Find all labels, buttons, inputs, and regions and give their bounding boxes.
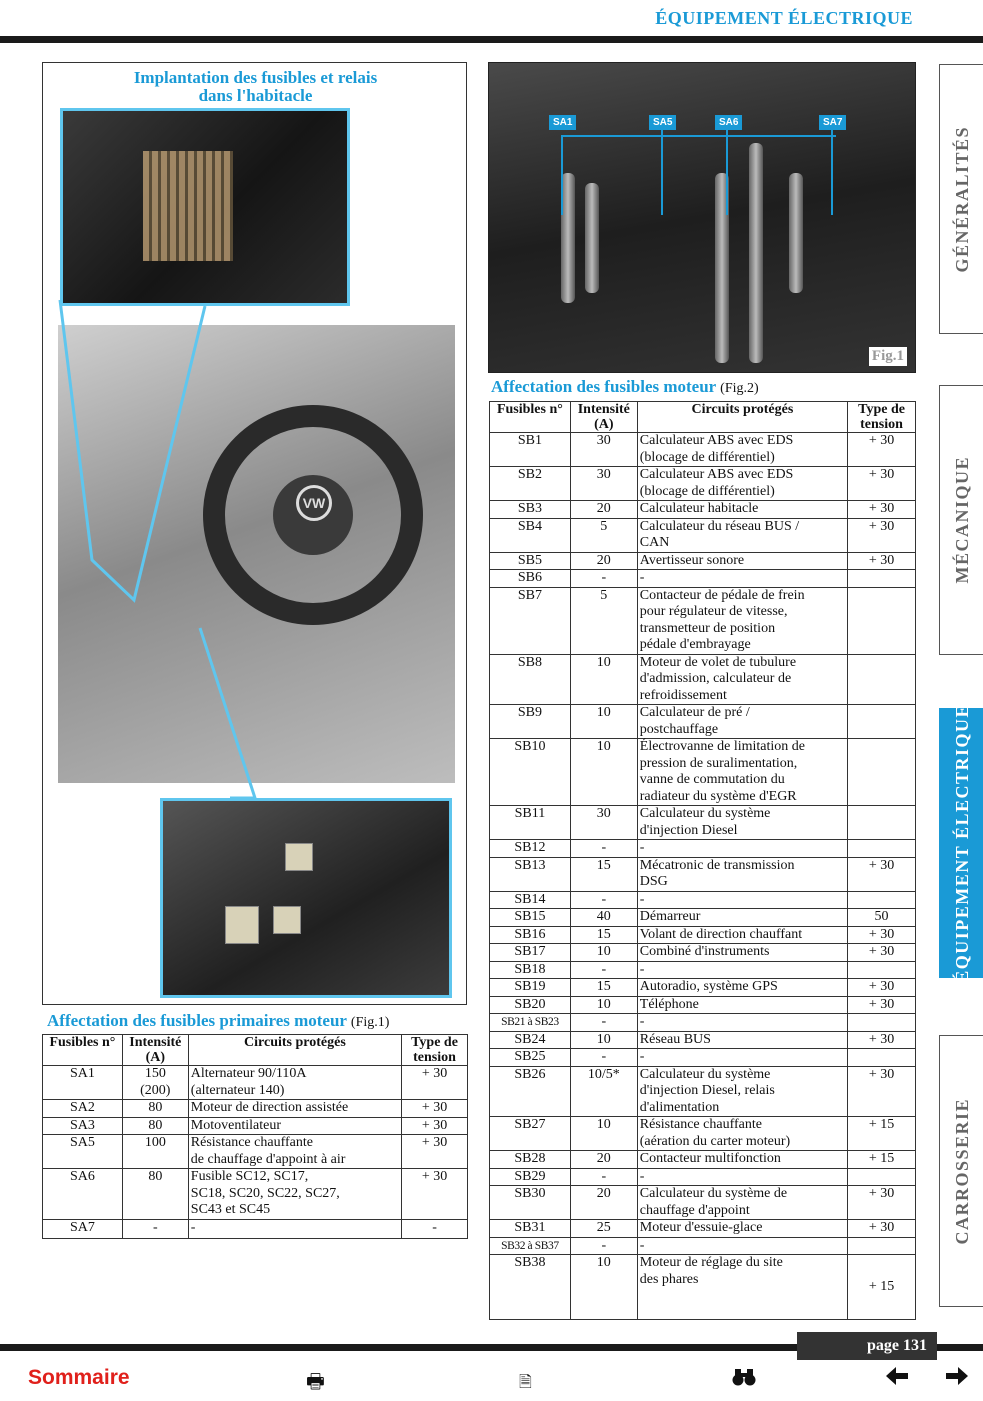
voltage-cell: + 30	[848, 979, 916, 997]
table-row	[490, 1066, 916, 1117]
circuit-cell: -	[637, 1049, 847, 1067]
table-row	[43, 1066, 468, 1100]
voltage-cell	[848, 1237, 916, 1255]
intensity-cell: 15	[570, 857, 637, 891]
voltage-cell: + 15	[848, 1151, 916, 1169]
intensity-cell: -	[570, 1049, 637, 1067]
engine-fuses-title: Affectation des fusibles moteur (Fig.2)	[491, 377, 759, 396]
table-row	[490, 654, 916, 705]
intensity-cell: 80	[122, 1100, 188, 1118]
intensity-cell: 10	[570, 739, 637, 806]
circuit-cell: Contacteur multifonction	[637, 1151, 847, 1169]
intensity-cell: 20	[570, 501, 637, 519]
voltage-cell: + 30	[402, 1066, 468, 1100]
cable	[789, 173, 803, 293]
fuse-number-cell: SB24	[490, 1031, 571, 1049]
circuit-cell: Motoventilateur	[188, 1117, 401, 1135]
intensity-cell: -	[570, 1237, 637, 1255]
col-voltage-type: Type de tension	[402, 1035, 468, 1066]
callout-line	[831, 127, 833, 215]
intensity-cell: 10	[570, 1117, 637, 1151]
callout-line	[561, 135, 563, 215]
intensity-cell: 10	[570, 705, 637, 739]
circuit-cell: Avertisseur sonore	[637, 552, 847, 570]
table-row	[490, 840, 916, 858]
table-row	[490, 570, 916, 588]
voltage-cell	[848, 891, 916, 909]
table-row	[490, 1117, 916, 1151]
intensity-cell: 20	[570, 1151, 637, 1169]
fuse-number-cell: SB20	[490, 996, 571, 1014]
fuse-number-cell: SA3	[43, 1117, 123, 1135]
voltage-cell: + 15	[848, 1117, 916, 1151]
fuse-number-cell: SB18	[490, 961, 571, 979]
fuse-number-cell: SB29	[490, 1168, 571, 1186]
table-row	[490, 552, 916, 570]
fuse-number-cell: SB2	[490, 467, 571, 501]
fuse-number-cell: SB11	[490, 806, 571, 840]
circuit-cell: Résistance chauffante (aération du carter moteur)	[637, 1117, 847, 1151]
circuit-cell: Mécatronic de transmission DSG	[637, 857, 847, 891]
circuit-cell: Autoradio, système GPS	[637, 979, 847, 997]
table-row	[490, 944, 916, 962]
fuse-tag-sa7: SA7	[819, 115, 846, 130]
table-row	[490, 1237, 916, 1255]
voltage-cell: + 30	[402, 1169, 468, 1220]
voltage-cell: + 30	[848, 518, 916, 552]
circuit-cell: Calculateur du système d'injection Diesel, relais d'alimentation	[637, 1066, 847, 1117]
circuit-cell: Calculateur du système d'injection Diesel	[637, 806, 847, 840]
voltage-cell	[848, 739, 916, 806]
voltage-cell: -	[402, 1219, 468, 1238]
fig1-label: Fig.1	[869, 347, 907, 366]
table-row	[490, 1031, 916, 1049]
table-row	[43, 1100, 468, 1118]
table-row	[490, 501, 916, 519]
voltage-cell	[848, 705, 916, 739]
tab-label: MÉCANIQUE	[951, 456, 972, 584]
fuse-number-cell: SB8	[490, 654, 571, 705]
fuse-number-cell: SB38	[490, 1255, 571, 1320]
fuse-number-cell: SB5	[490, 552, 571, 570]
table-row	[490, 926, 916, 944]
intensity-cell: 15	[570, 926, 637, 944]
callout-line	[726, 127, 728, 215]
voltage-cell: + 30	[848, 926, 916, 944]
voltage-cell: + 30	[848, 944, 916, 962]
intensity-cell: 10	[570, 944, 637, 962]
fuse-number-cell: SB19	[490, 979, 571, 997]
voltage-cell: + 30	[848, 467, 916, 501]
voltage-cell: + 30	[402, 1117, 468, 1135]
page-number: page 131	[797, 1332, 937, 1360]
arrow-left-icon[interactable]	[886, 1366, 908, 1391]
table-row	[490, 1186, 916, 1220]
primary-fuses-body	[43, 1066, 468, 1239]
fuse-number-cell: SB27	[490, 1117, 571, 1151]
voltage-cell	[848, 654, 916, 705]
intensity-cell: -	[570, 1014, 637, 1032]
voltage-cell	[848, 1168, 916, 1186]
circuit-cell: Téléphone	[637, 996, 847, 1014]
fuse-number-cell: SB17	[490, 944, 571, 962]
fuse-number-cell: SB7	[490, 587, 571, 654]
voltage-cell: 50	[848, 909, 916, 927]
circuit-cell: Calculateur ABS avec EDS (blocage de différentiel)	[637, 433, 847, 467]
col-circuits: Circuits protégés	[188, 1035, 401, 1066]
circuit-cell: Calculateur du réseau BUS / CAN	[637, 518, 847, 552]
voltage-cell: + 30	[848, 857, 916, 891]
intensity-cell: 40	[570, 909, 637, 927]
fuse-number-cell: SB25	[490, 1049, 571, 1067]
intensity-cell: 150 (200)	[122, 1066, 188, 1100]
voltage-cell: + 30	[848, 552, 916, 570]
table-row	[490, 996, 916, 1014]
cable	[561, 173, 575, 303]
fuse-number-cell: SB21 à SB23	[490, 1014, 571, 1032]
circuit-cell: Réseau BUS	[637, 1031, 847, 1049]
fuse-number-cell: SB1	[490, 433, 571, 467]
intensity-cell: 100	[122, 1135, 188, 1169]
table-row	[490, 857, 916, 891]
circuit-cell: -	[637, 961, 847, 979]
fuse-number-cell: SB31	[490, 1220, 571, 1238]
callout-line	[561, 135, 836, 137]
intensity-cell: 80	[122, 1169, 188, 1220]
fuse-number-cell: SB28	[490, 1151, 571, 1169]
fuse-number-cell: SB14	[490, 891, 571, 909]
table-row	[43, 1135, 468, 1169]
table-row	[490, 433, 916, 467]
tab-label: CARROSSERIE	[951, 1097, 972, 1245]
engine-fuses-table	[489, 401, 916, 1320]
document-zoom-icon[interactable]: 🗎	[519, 1372, 532, 1391]
intensity-cell: 10/5*	[570, 1066, 637, 1117]
intensity-cell: -	[570, 570, 637, 588]
fuse-number-cell: SB9	[490, 705, 571, 739]
table-row	[490, 1168, 916, 1186]
intensity-cell: 80	[122, 1117, 188, 1135]
vw-logo-icon: VW	[296, 485, 332, 521]
engine-fuses-body	[490, 433, 916, 1320]
fuse-number-cell: SB3	[490, 501, 571, 519]
intensity-cell: 10	[570, 1255, 637, 1320]
intensity-cell: 10	[570, 996, 637, 1014]
circuit-cell: Calculateur habitacle	[637, 501, 847, 519]
sommaire-link[interactable]: Sommaire	[28, 1366, 130, 1389]
fuse-number-cell: SA2	[43, 1100, 123, 1118]
intensity-cell: -	[570, 961, 637, 979]
engine-fusebox-photo	[488, 62, 916, 373]
circuit-cell: Combiné d'instruments	[637, 944, 847, 962]
circuit-cell: -	[188, 1219, 401, 1238]
circuit-cell: Volant de direction chauffant	[637, 926, 847, 944]
page-header-title: ÉQUIPEMENT ÉLECTRIQUE	[655, 8, 913, 28]
intensity-cell: -	[570, 840, 637, 858]
fuse-number-cell: SB13	[490, 857, 571, 891]
voltage-cell: + 30	[402, 1135, 468, 1169]
intensity-cell: 20	[570, 1186, 637, 1220]
voltage-cell	[848, 840, 916, 858]
fuse-tag-sa6: SA6	[715, 115, 742, 130]
table-row	[490, 739, 916, 806]
fuse-number-cell: SB12	[490, 840, 571, 858]
voltage-cell: + 30	[848, 996, 916, 1014]
circuit-cell: Calculateur ABS avec EDS (blocage de différentiel)	[637, 467, 847, 501]
fuse-number-cell: SA5	[43, 1135, 123, 1169]
arrow-right-icon[interactable]	[946, 1366, 968, 1391]
fuse-number-cell: SB6	[490, 570, 571, 588]
voltage-cell: + 30	[848, 1031, 916, 1049]
table-row	[490, 587, 916, 654]
fuse-number-cell: SB30	[490, 1186, 571, 1220]
binoculars-icon[interactable]	[732, 1367, 756, 1392]
voltage-cell: + 15	[848, 1255, 916, 1320]
table-row	[490, 1151, 916, 1169]
circuit-cell: -	[637, 1237, 847, 1255]
voltage-cell: + 30	[848, 501, 916, 519]
cable	[585, 183, 599, 293]
intensity-cell: 30	[570, 433, 637, 467]
circuit-cell: -	[637, 570, 847, 588]
fuse-number-cell: SB15	[490, 909, 571, 927]
table-row	[490, 909, 916, 927]
primary-fuses-table	[42, 1034, 468, 1239]
intensity-cell: 20	[570, 552, 637, 570]
voltage-cell: + 30	[848, 433, 916, 467]
cabin-fuse-title: Implantation des fusibles et relais dans l'habitacle	[133, 68, 378, 105]
intensity-cell: 30	[570, 467, 637, 501]
col-voltage-type: Type de tension	[848, 402, 916, 433]
intensity-cell: 15	[570, 979, 637, 997]
cable	[749, 143, 763, 363]
table-row	[490, 1220, 916, 1238]
intensity-cell: 10	[570, 1031, 637, 1049]
tab-label: ÉQUIPEMENT ÉLECTRIQUE	[951, 703, 972, 983]
table-row	[490, 467, 916, 501]
col-fuse-number: Fusibles n°	[43, 1035, 123, 1066]
intensity-cell: 25	[570, 1220, 637, 1238]
table-row	[43, 1219, 468, 1238]
intensity-cell: 30	[570, 806, 637, 840]
table-row	[43, 1169, 468, 1220]
table-row	[490, 1049, 916, 1067]
circuit-cell: Moteur de réglage du site des phares	[637, 1255, 847, 1320]
table-row	[490, 1255, 916, 1320]
table-row	[43, 1117, 468, 1135]
table-row	[490, 518, 916, 552]
table-row	[490, 705, 916, 739]
circuit-cell: Contacteur de pédale de frein pour régulateur de vitesse, transmetteur de position pédale d'embrayage	[637, 587, 847, 654]
fuse-number-cell: SB26	[490, 1066, 571, 1117]
table-row	[490, 806, 916, 840]
col-intensity: Intensité (A)	[570, 402, 637, 433]
circuit-cell: Alternateur 90/110A (alternateur 140)	[188, 1066, 401, 1100]
circuit-cell: Moteur d'essuie-glace	[637, 1220, 847, 1238]
fuse-number-cell: SB4	[490, 518, 571, 552]
circuit-cell: Calculateur de pré / postchauffage	[637, 705, 847, 739]
tab-label: GÉNÉRALITÉS	[951, 125, 972, 273]
printer-icon[interactable]: 🖶	[306, 1369, 325, 1393]
voltage-cell	[848, 587, 916, 654]
fuse-number-cell: SB16	[490, 926, 571, 944]
fuse-number-cell: SA7	[43, 1219, 123, 1238]
intensity-cell: 5	[570, 518, 637, 552]
fuse-tag-sa1: SA1	[549, 115, 576, 130]
circuit-cell: Moteur de direction assistée	[188, 1100, 401, 1118]
fuse-number-cell: SB10	[490, 739, 571, 806]
circuit-cell: -	[637, 840, 847, 858]
table-row	[490, 979, 916, 997]
col-fuse-number: Fusibles n°	[490, 402, 571, 433]
voltage-cell	[848, 570, 916, 588]
fuse-number-cell: SA1	[43, 1066, 123, 1100]
fuse-number-cell: SA6	[43, 1169, 123, 1220]
voltage-cell	[848, 806, 916, 840]
voltage-cell	[848, 1014, 916, 1032]
voltage-cell: + 30	[402, 1100, 468, 1118]
intensity-cell: 10	[570, 654, 637, 705]
voltage-cell: + 30	[848, 1186, 916, 1220]
circuit-cell: Moteur de volet de tubulure d'admission, calculateur de refroidissement	[637, 654, 847, 705]
voltage-cell: + 30	[848, 1066, 916, 1117]
col-circuits: Circuits protégés	[637, 402, 847, 433]
fuse-tag-sa5: SA5	[649, 115, 676, 130]
circuit-cell: Résistance chauffante de chauffage d'appoint à air	[188, 1135, 401, 1169]
circuit-cell: Démarreur	[637, 909, 847, 927]
circuit-cell: -	[637, 891, 847, 909]
intensity-cell: -	[570, 1168, 637, 1186]
table-row	[490, 891, 916, 909]
intensity-cell: -	[122, 1219, 188, 1238]
voltage-cell: + 30	[848, 1220, 916, 1238]
circuit-cell: Électrovanne de limitation de pression de suralimentation, vanne de commutation du radiateur du système d'EGR	[637, 739, 847, 806]
circuit-cell: -	[637, 1014, 847, 1032]
intensity-cell: 5	[570, 587, 637, 654]
intensity-cell: -	[570, 891, 637, 909]
primary-fuses-title: Affectation des fusibles primaires moteur (Fig.1)	[47, 1011, 390, 1030]
voltage-cell	[848, 961, 916, 979]
table-row	[490, 1014, 916, 1032]
col-intensity: Intensité (A)	[122, 1035, 188, 1066]
fuse-number-cell: SB32 à SB37	[490, 1237, 571, 1255]
callout-line	[661, 127, 663, 215]
voltage-cell	[848, 1049, 916, 1067]
circuit-cell: -	[637, 1168, 847, 1186]
table-row	[490, 961, 916, 979]
circuit-cell: Fusible SC12, SC17, SC18, SC20, SC22, SC27, SC43 et SC45	[188, 1169, 401, 1220]
circuit-cell: Calculateur du système de chauffage d'appoint	[637, 1186, 847, 1220]
